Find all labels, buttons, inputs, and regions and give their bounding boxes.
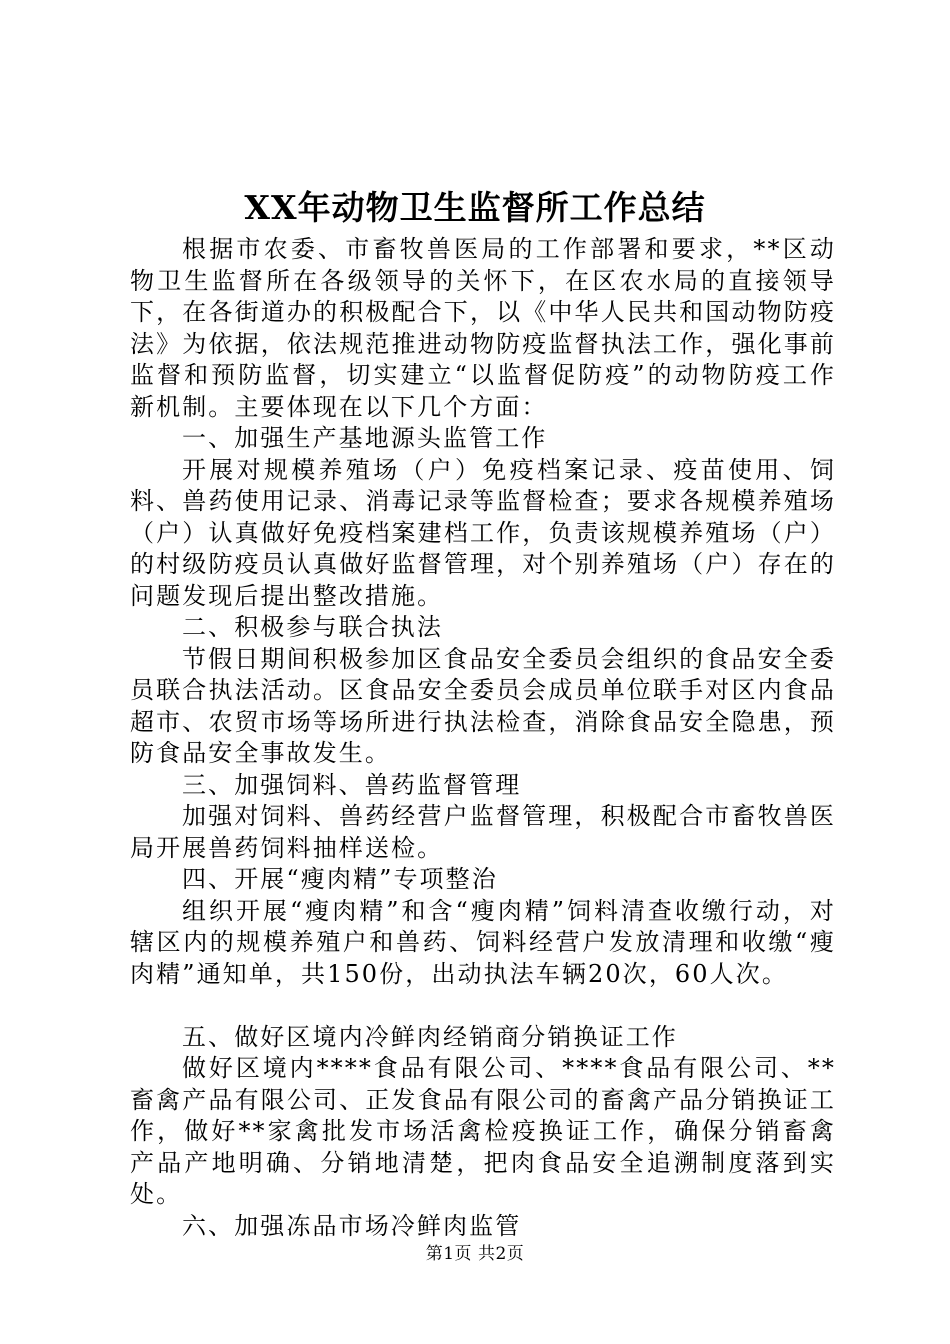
section-paragraph-2: 节假日期间积极参加区食品安全委员会组织的食品安全委员联合执法活动。区食品安全委员会成员单位联手对区内食品超市、农贸市场等场所进行执法检查，消除食品安全隐患，预防食品安全事故发生。 — [130, 644, 836, 767]
section-heading-4: 四、开展“瘦肉精”专项整治 — [182, 865, 498, 893]
section-heading-3: 三、加强饲料、兽药监督管理 — [182, 770, 522, 799]
section-heading-5: 五、做好区境内冷鲜肉经销商分销换证工作 — [182, 1022, 678, 1051]
section-paragraph-5: 做好区境内****食品有限公司、****食品有限公司、**畜禽产品有限公司、正发食品有限公司的畜禽产品分销换证工作，做好**家禽批发市场活禽检疫换证工作，确保分销畜禽产品产地明确、分销地清楚，把肉食品安全追溯制度落到实处。 — [130, 1054, 836, 1208]
page-number-footer: 第1页 共2页 — [425, 1244, 525, 1264]
section-heading-1: 一、加强生产基地源头监管工作 — [182, 424, 548, 452]
section-heading-2: 二、积极参与联合执法 — [182, 613, 443, 641]
section-paragraph-1: 开展对规模养殖场（户）免疫档案记录、疫苗使用、饲料、兽药使用记录、消毒记录等监督检查；要求各规模养殖场（户）认真做好免疫档案建档工作，负责该规模养殖场（户）的村级防疫员认真做好监督管理，对个别养殖场（户）存在的问题发现后提出整改措施。 — [130, 455, 836, 610]
intro-paragraph: 根据市农委、市畜牧兽医局的工作部署和要求，**区动物卫生监督所在各级领导的关怀下，在区农水局的直接领导下，在各街道办的积极配合下，以《中华人民共和国动物防疫法》为依据，依法规范推进动物防疫监督执法工作，强化事前监督和预防监督，切实建立“以监督促防疫”的动物防疫工作新机制。主要体现在以下几个方面： — [130, 235, 836, 421]
section-heading-6: 六、加强冻品市场冷鲜肉监管 — [182, 1211, 522, 1240]
document-title: XX年动物卫生监督所工作总结 — [244, 188, 706, 227]
section-paragraph-3: 加强对饲料、兽药经营户监督管理，积极配合市畜牧兽医局开展兽药饲料抽样送检。 — [130, 802, 836, 862]
section-paragraph-4: 组织开展“瘦肉精”和含“瘦肉精”饲料清查收缴行动，对辖区内的规模养殖户和兽药、饲料经营户发放清理和收缴“瘦肉精”通知单，共150份，出动执法车辆20次，60人次。 — [130, 896, 836, 988]
document-body — [130, 234, 836, 1242]
